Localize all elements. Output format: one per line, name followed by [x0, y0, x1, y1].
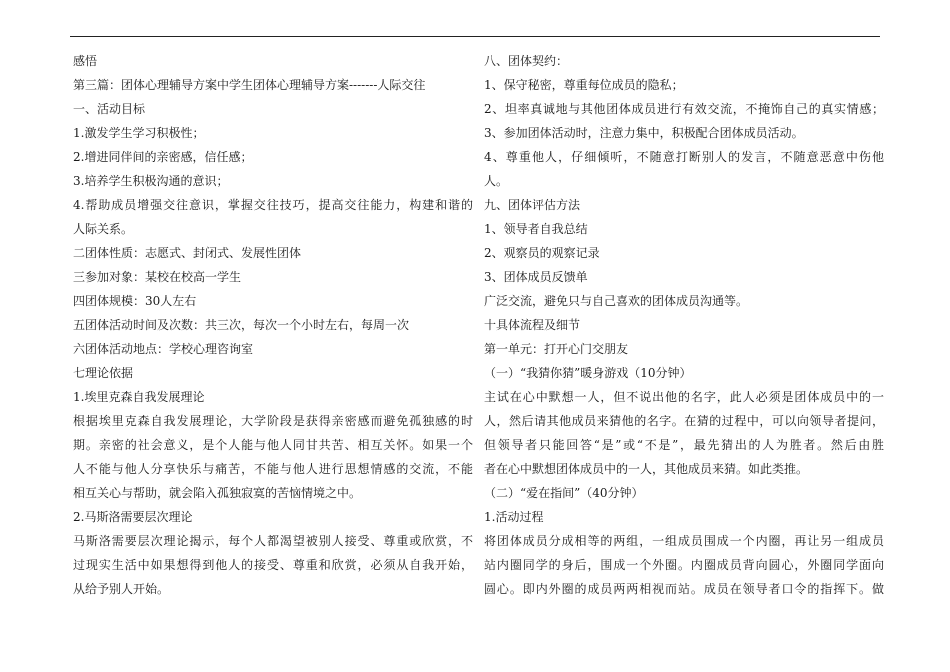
- text-line: 相互关心与帮助，就会陷入孤独寂寞的苦恼情境之中。: [73, 486, 362, 500]
- text-line: 六团体活动地点：学校心理咨询室: [73, 342, 254, 356]
- text-line: 1、领导者自我总结: [484, 222, 588, 236]
- text-line: 2.马斯洛需要层次理论: [73, 510, 193, 524]
- text-line: 将团体成员分成相等的两组，一组成员围成一个内圈，再让另一组成员: [484, 534, 884, 548]
- text-line: 过现实生活中如果想得到他人的接受、尊重和欣赏，必须从自我开始，: [73, 558, 473, 572]
- text-line: 根据埃里克森自我发展理论，大学阶段是获得亲密感而避免孤独感的时: [73, 414, 473, 428]
- text-line: 1.激发学生学习积极性；: [73, 126, 205, 140]
- right-column: [484, 49, 884, 601]
- text-line: 人，然后请其他成员来猜他的名字。在猜的过程中，可以向领导者提问，: [484, 414, 884, 428]
- text-line: 九、团体评估方法: [484, 198, 581, 212]
- text-line: 四团体规模：30人左右: [73, 294, 197, 308]
- text-line: （二）“爱在指间”（40分钟）: [484, 486, 644, 500]
- left-column: [73, 49, 473, 601]
- text-line: 一、活动目标: [73, 102, 146, 116]
- text-line: 4.帮助成员增强交往意识，掌握交往技巧，提高交往能力，构建和谐的: [73, 198, 473, 212]
- text-line: 1.活动过程: [484, 510, 544, 524]
- text-line: 2.增进同伴间的亲密感，信任感；: [73, 150, 253, 164]
- header-rule: [70, 36, 880, 37]
- text-line: 3、参加团体活动时，注意力集中，积极配合团体成员活动。: [484, 126, 804, 140]
- text-line: （一）“我猜你猜”暖身游戏（10分钟）: [484, 366, 692, 380]
- text-line: 人际关系。: [73, 222, 134, 236]
- text-line: 3、团体成员反馈单: [484, 270, 588, 284]
- text-line: 第一单元：打开心门交朋友: [484, 342, 629, 356]
- text-line: 十具体流程及细节: [484, 318, 581, 332]
- text-line: 五团体活动时间及次数：共三次，每次一个小时左右，每周一次: [73, 318, 410, 332]
- text-line: 感悟: [73, 54, 98, 68]
- text-line: 4、尊重他人，仔细倾听，不随意打断别人的发言，不随意恶意中伤他: [484, 150, 884, 164]
- text-line: 者在心中默想团体成员中的一人，其他成员来猜。如此类推。: [484, 462, 809, 476]
- text-line: 第三篇：团体心理辅导方案中学生团体心理辅导方案-------人际交往: [73, 78, 426, 92]
- text-line: 人不能与他人分享快乐与痛苦，不能与他人进行思想情感的交流，不能: [73, 462, 473, 476]
- text-line: 2、观察员的观察记录: [484, 246, 600, 260]
- text-line: 从给予别人开始。: [73, 582, 170, 596]
- text-line: 但领导者只能回答“是”或“不是”，最先猜出的人为胜者。然后由胜: [484, 438, 884, 452]
- text-line: 人。: [484, 174, 509, 188]
- text-line: 圆心。即内外圈的成员两两相视而站。成员在领导者口令的指挥下。做: [484, 582, 884, 596]
- text-line: 马斯洛需要层次理论揭示，每个人都渴望被别人接受、尊重或欣赏，不: [73, 534, 473, 548]
- text-line: 1.埃里克森自我发展理论: [73, 390, 205, 404]
- text-line: 3.培养学生积极沟通的意识；: [73, 174, 229, 188]
- text-line: 广泛交流，避免只与自己喜欢的团体成员沟通等。: [484, 294, 749, 308]
- text-line: 主试在心中默想一人，但不说出他的名字，此人必须是团体成员中的一: [484, 390, 884, 404]
- text-line: 三参加对象：某校在校高一学生: [73, 270, 242, 284]
- text-line: 1、保守秘密，尊重每位成员的隐私；: [484, 78, 684, 92]
- text-line: 七理论依据: [73, 366, 134, 380]
- text-line: 八、团体契约：: [484, 54, 569, 68]
- text-line: 期。亲密的社会意义，是个人能与他人同甘共苦、相互关怀。如果一个: [73, 438, 473, 452]
- text-line: 2、坦率真诚地与其他团体成员进行有效交流，不掩饰自己的真实情感；: [484, 102, 884, 116]
- text-line: 站内圈同学的身后，围成一个外圈。内圈成员背向圆心，外圈同学面向: [484, 558, 884, 572]
- text-line: 二团体性质：志愿式、封闭式、发展性团体: [73, 246, 302, 260]
